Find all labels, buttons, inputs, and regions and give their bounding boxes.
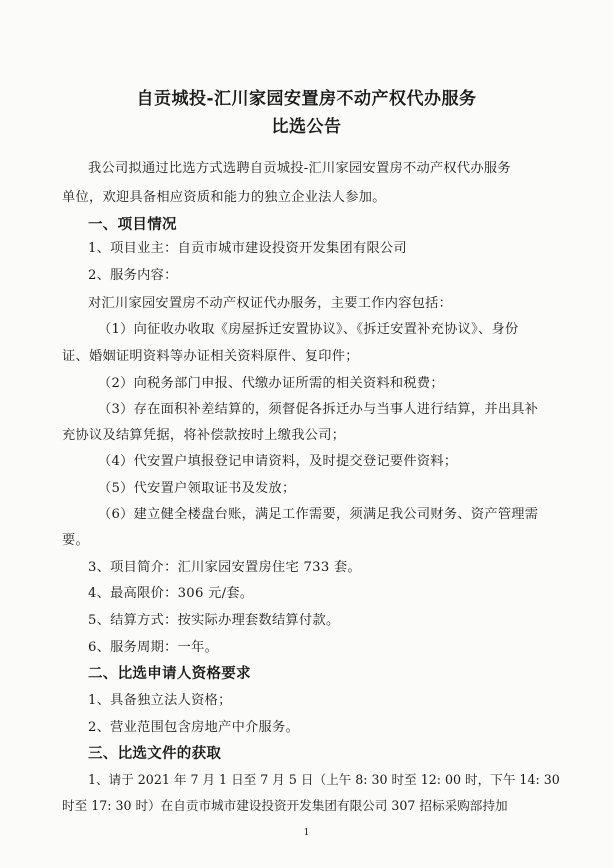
service-content-intro: 对汇川家园安置房不动产权证代办服务，主要工作内容包括：	[88, 296, 453, 311]
service-item-6-line-1: （6）建立健全楼盘台账，满足工作需要，须满足我公司财务、资产管理需	[98, 507, 539, 522]
item-service-content: 2、服务内容：	[88, 268, 178, 283]
documents-item-1-line-1: 1、请于 2021 年 7 月 1 日至 7 月 5 日（上午 8: 30 时至 12: 00 时，下午 14: 30	[88, 772, 560, 787]
document-subtitle: 比选公告	[271, 117, 342, 137]
intro-paragraph-line-2: 单位，欢迎具备相应资质和能力的独立企业法人参加。	[62, 190, 386, 205]
page-number: 1	[303, 828, 310, 838]
qualification-item-2: 2、营业范围包含房地产中介服务。	[88, 720, 300, 735]
section-heading-qualification: 二、比选申请人资格要求	[88, 666, 251, 682]
item-project-owner: 1、项目业主：自贡市城市建设投资开发集团有限公司	[88, 241, 407, 256]
service-item-4: （4）代安置户填报登记申请资料，及时提交登记要件资料；	[98, 454, 458, 469]
service-item-6-line-2: 要。	[62, 533, 89, 548]
service-item-1-line-1: （1）向征收办收取《房屋拆迁安置协议》、《拆迁安置补充协议》、身份	[98, 322, 519, 337]
service-item-1-line-2: 证、婚姻证明资料等办证相关资料原件、复印件；	[62, 349, 359, 364]
intro-paragraph-line-1: 我公司拟通过比选方式选聘自贡城投-汇川家园安置房不动产权代办服务	[88, 161, 511, 176]
item-service-period: 6、服务周期：一年。	[88, 640, 219, 655]
service-item-2: （2）向税务部门申报、代缴办证所需的相关资料和税费；	[98, 376, 444, 391]
item-settlement-method: 5、结算方式：按实际办理套数结算付款。	[88, 613, 340, 628]
section-heading-project-info: 一、项目情况	[88, 217, 177, 233]
item-price-cap: 4、最高限价：306 元/套。	[88, 586, 254, 601]
section-heading-documents: 三、比选文件的获取	[88, 746, 222, 762]
documents-item-1-line-2: 时至 17: 30 时）在自贡市城市建设投资开发集团有限公司 307 招标采购部持加	[62, 798, 508, 813]
item-project-summary: 3、项目简介：汇川家园安置房住宅 733 套。	[88, 560, 362, 575]
document-title: 自贡城投-汇川家园安置房不动产权代办服务	[136, 89, 477, 109]
qualification-item-1: 1、具备独立法人资格；	[88, 693, 232, 708]
service-item-3-line-2: 充协议及结算凭据，将补偿款按时上缴我公司；	[62, 428, 346, 443]
service-item-3-line-1: （3）存在面积补差结算的，须督促各拆迁办与当事人进行结算，并出具补	[98, 402, 539, 417]
service-item-5: （5）代安置户领取证书及发放；	[98, 481, 296, 496]
